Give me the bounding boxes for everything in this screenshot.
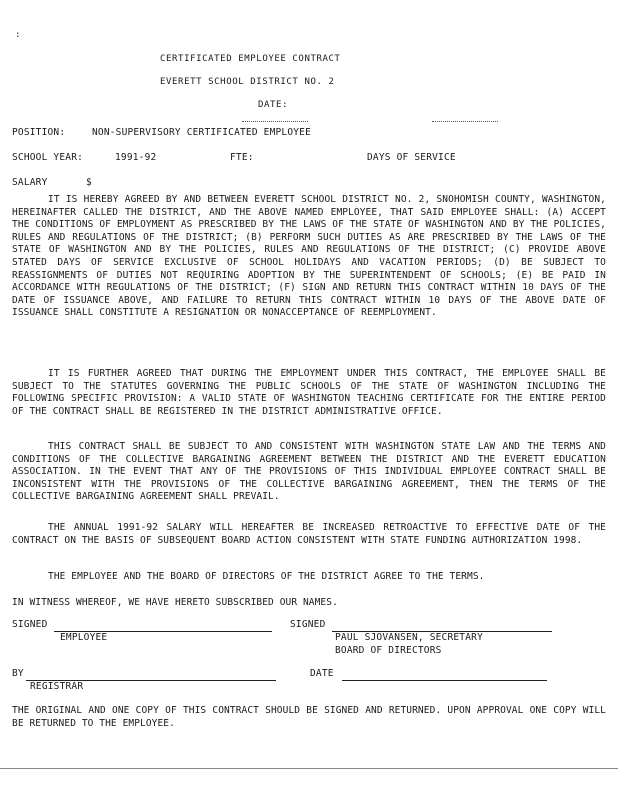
witness-paragraph: IN WITNESS WHEREOF, WE HAVE HERETO SUBSCRIBED OUR NAMES. (12, 597, 338, 608)
position-label: POSITION: (12, 127, 66, 138)
by-label: BY (12, 668, 24, 679)
board-of-directors-label: BOARD OF DIRECTORS (335, 645, 442, 656)
school-year-value: 1991-92 (115, 152, 157, 163)
page-mark: : (15, 30, 21, 40)
district-title: EVERETT SCHOOL DISTRICT NO. 2 (160, 77, 335, 87)
salary-symbol: $ (86, 177, 92, 188)
date-dotted-line (242, 121, 308, 122)
signed-employee-label: SIGNED (12, 619, 48, 630)
employee-label: EMPLOYEE (60, 632, 108, 643)
signed-secretary-label: SIGNED (290, 619, 326, 630)
date-signed-line[interactable] (342, 680, 547, 681)
footer-note: THE ORIGINAL AND ONE COPY OF THIS CONTRACT SHOULD BE SIGNED AND RETURNED. UPON APPROVAL ONE COPY WILL BE RETURNED TO THE EMPLOYEE. (12, 705, 606, 729)
school-year-label: SCHOOL YEAR: (12, 152, 84, 163)
date-label: DATE: (258, 100, 289, 110)
bottom-rule (0, 768, 618, 769)
agreement-paragraph: IT IS HEREBY AGREED BY AND BETWEEN EVERETT SCHOOL DISTRICT NO. 2, SNOHOMISH COUNTY, WASHINGTON, HEREINAFTER CALLED THE DISTRICT, AND THE ABOVE NAMED EMPLOYEE, THAT SAID EMPLOYEE SHALL: (A) ACCEPT THE CONDITIONS OF EMPLOYMENT AS PRESCRIBED BY THE LAWS OF THE STATE OF WASHINGTON AND BY THE POLICIES, RULES AND REGULATIONS OF THE DISTRICT; (B) PERFORM SUCH DUTIES AS ARE PRESCRIBED BY THE LAWS OF THE STATE OF WASHINGTON AND BY THE POLICIES, RULES AND REGULATIONS OF THE DISTRICT; (C) PROVIDE ABOVE STATED DAYS OF SERVICE EXCLUSIVE OF SCHOOL HOLIDAYS AND VACATION PERIODS; (D) BE SUBJECT TO REASSIGNMENTS OF DUTIES NOT REQUIRING ADOPTION BY THE SUPERINTENDENT OF SCHOOLS; (E) BE PAID IN ACCORDANCE WITH REGULATIONS OF THE DISTRICT; (F) SIGN AND RETURN THIS CONTRACT WITHIN 10 DAYS OF THE DATE OF ISSUANCE ABOVE, AND FAILURE TO RETURN THIS CONTRACT WITHIN 10 DAYS OF THE ABOVE DATE OF ISSUANCE SHALL CONSTITUTE A RESIGNATION OR NONACCEPTANCE OF REEMPLOYMENT. (12, 194, 606, 319)
bargaining-paragraph: THIS CONTRACT SHALL BE SUBJECT TO AND CONSISTENT WITH WASHINGTON STATE LAW AND THE TERMS AND CONDITIONS OF THE COLLECTIVE BARGAINING AGREEMENT BETWEEN THE DISTRICT AND THE EVERETT EDUCATION ASSOCIATION. IN THE EVENT THAT ANY OF THE PROVISIONS OF THIS INDIVIDUAL EMPLOYEE CONTRACT SHALL BE INCONSISTENT WITH THE PROVISIONS OF THE COLLECTIVE BARGAINING AGREEMENT, THEN THE TERMS OF THE COLLECTIVE BARGAINING AGREEMENT SHALL PREVAIL. (12, 441, 606, 503)
terms-paragraph: THE EMPLOYEE AND THE BOARD OF DIRECTORS OF THE DISTRICT AGREE TO THE TERMS. (48, 571, 485, 582)
position-value: NON-SUPERVISORY CERTIFICATED EMPLOYEE (92, 127, 312, 138)
days-of-service-label: DAYS OF SERVICE (367, 152, 456, 163)
salary-paragraph: THE ANNUAL 1991-92 SALARY WILL HEREAFTER BE INCREASED RETROACTIVE TO EFFECTIVE DATE OF THE CONTRACT ON THE BASIS OF SUBSEQUENT BOARD ACTION CONSISTENT WITH STATE FUNDING AUTHORIZATION 1998. (12, 522, 606, 546)
further-agreed-paragraph: IT IS FURTHER AGREED THAT DURING THE EMPLOYMENT UNDER THIS CONTRACT, THE EMPLOYEE SHALL BE SUBJECT TO THE STATUTES GOVERNING THE PUBLIC SCHOOLS OF THE STATE OF WASHINGTON INCLUDING THE FOLLOWING SPECIFIC PROVISION: A VALID STATE OF WASHINGTON TEACHING CERTIFICATE FOR THE ENTIRE PERIOD OF THE CONTRACT SHALL BE REGISTERED IN THE DISTRICT ADMINISTRATIVE OFFICE. (12, 368, 606, 417)
salary-label: SALARY (12, 177, 48, 188)
fte-label: FTE: (230, 152, 254, 163)
registrar-label: REGISTRAR (30, 681, 84, 692)
contract-title: CERTIFICATED EMPLOYEE CONTRACT (160, 54, 341, 64)
date-dotted-line-right (432, 121, 498, 122)
secretary-name: PAUL SJOVANSEN, SECRETARY (335, 632, 483, 643)
date-signed-label: DATE (310, 668, 334, 679)
